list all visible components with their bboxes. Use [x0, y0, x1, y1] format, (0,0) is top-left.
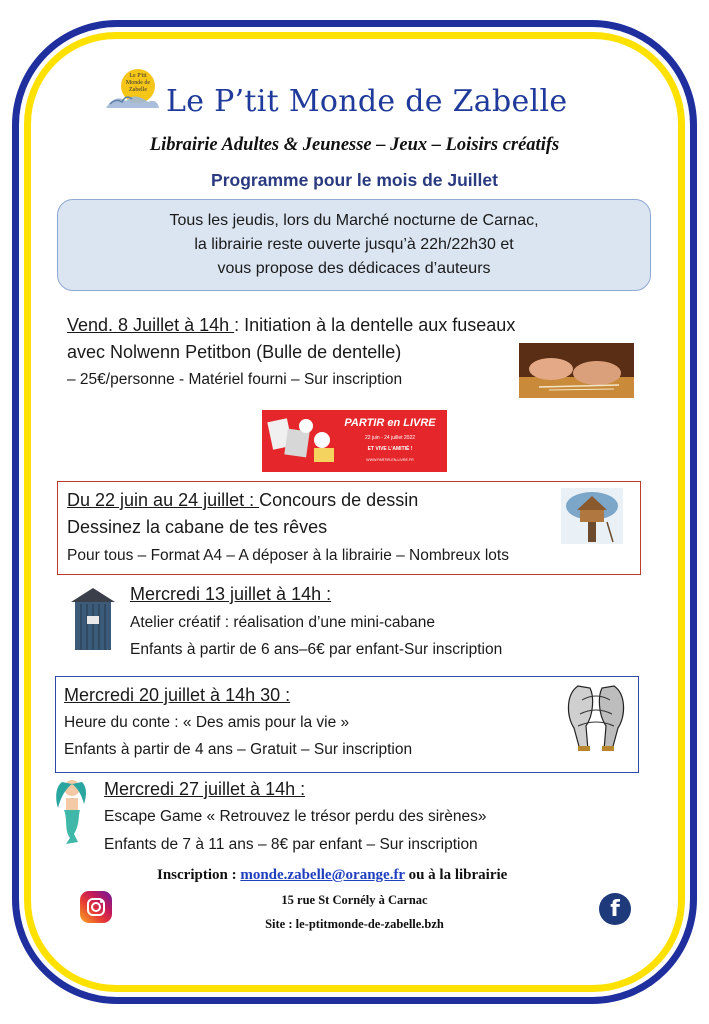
banner-title: PARTIR en LIVRE: [344, 417, 436, 429]
event1-date: Vend. 8 Juillet à 14h: [67, 315, 235, 335]
event5-date: Mercredi 27 juillet à 14h :: [104, 779, 306, 799]
shop-name: Le P’tit Monde de Zabelle: [166, 84, 568, 119]
partir-en-livre-banner: [262, 410, 447, 472]
logo-text-2: Monde de: [125, 80, 151, 86]
banner-slogan: ET VIVE L'AMITIÉ !: [367, 446, 413, 452]
event3-line1: Atelier créatif : réalisation d’une mini-cabane: [130, 614, 435, 631]
event3-line2: Enfants à partir de 6 ans–6€ par enfant-Sur inscription: [130, 641, 503, 658]
event4-line2: Enfants à partir de 4 ans – Gratuit – Sur inscription: [64, 741, 413, 758]
event2-details: Pour tous – Format A4 – A déposer à la librairie – Nombreux lots: [67, 547, 509, 564]
banner-url: WWW.PARTIR-EN-LIVRE.FR: [366, 458, 414, 462]
logo-text-1: Le P'tit: [129, 73, 147, 79]
event2-title: Concours de dessin: [259, 490, 419, 510]
email-link[interactable]: monde.zabelle@orange.fr: [240, 867, 405, 883]
logo-badge: [104, 68, 160, 114]
intro-line: la librairie reste ouverte jusqu’à 22h/22h30 et: [194, 236, 514, 253]
intro-line: vous propose des dédicaces d’auteurs: [217, 260, 491, 277]
banner-dates: 22 juin - 24 juillet 2022: [364, 435, 416, 441]
logo-text-3: Zabelle: [129, 87, 147, 93]
instagram-icon-dot: [100, 900, 103, 903]
program-title: Programme pour le mois de Juillet: [211, 170, 498, 190]
event3-date: Mercredi 13 juillet à 14h :: [130, 584, 332, 604]
website: Site : le-ptitmonde-de-zabelle.bzh: [265, 917, 444, 931]
intro-line: Tous les jeudis, lors du Marché nocturne de Carnac,: [169, 212, 539, 229]
event2-date: Du 22 juin au 24 juillet :: [67, 490, 260, 510]
lace-making-photo: [519, 343, 634, 398]
inscription-label: Inscription :: [157, 867, 241, 883]
mini-cabane-photo: [68, 586, 118, 652]
event4-line1: Heure du conte : « Des amis pour la vie »: [64, 714, 350, 731]
event1-title2: avec Nolwenn Petitbon (Bulle de dentelle): [67, 342, 402, 362]
instagram-icon[interactable]: [80, 891, 112, 923]
facebook-icon[interactable]: [599, 893, 631, 925]
inscription-suffix: ou à la librairie: [404, 867, 508, 883]
event5-line1: Escape Game « Retrouvez le trésor perdu des sirènes»: [104, 808, 487, 825]
event4-date: Mercredi 20 juillet à 14h 30 :: [64, 685, 291, 705]
event2-title2: Dessinez la cabane de tes rêves: [67, 517, 328, 537]
tagline: Librairie Adultes & Jeunesse – Jeux – Loisirs créatifs: [149, 135, 560, 155]
event1-title: : Initiation à la dentelle aux fuseaux: [234, 315, 516, 335]
event1-title-line: [67, 315, 515, 336]
intro-box: [57, 199, 651, 291]
inscription-line: [157, 867, 507, 884]
event1-details: – 25€/personne - Matériel fourni – Sur inscription: [67, 371, 403, 388]
address: 15 rue St Cornély à Carnac: [281, 893, 428, 907]
treehouse-drawing: [561, 488, 623, 544]
instagram-icon-lens: [91, 902, 101, 912]
event2-title-line: [67, 490, 418, 511]
facebook-glyph: f: [610, 897, 620, 922]
mermaid-illustration: [48, 776, 98, 846]
event5-line2: Enfants de 7 à 11 ans – 8€ par enfant – Sur inscription: [104, 836, 478, 853]
friends-illustration: [560, 680, 632, 755]
